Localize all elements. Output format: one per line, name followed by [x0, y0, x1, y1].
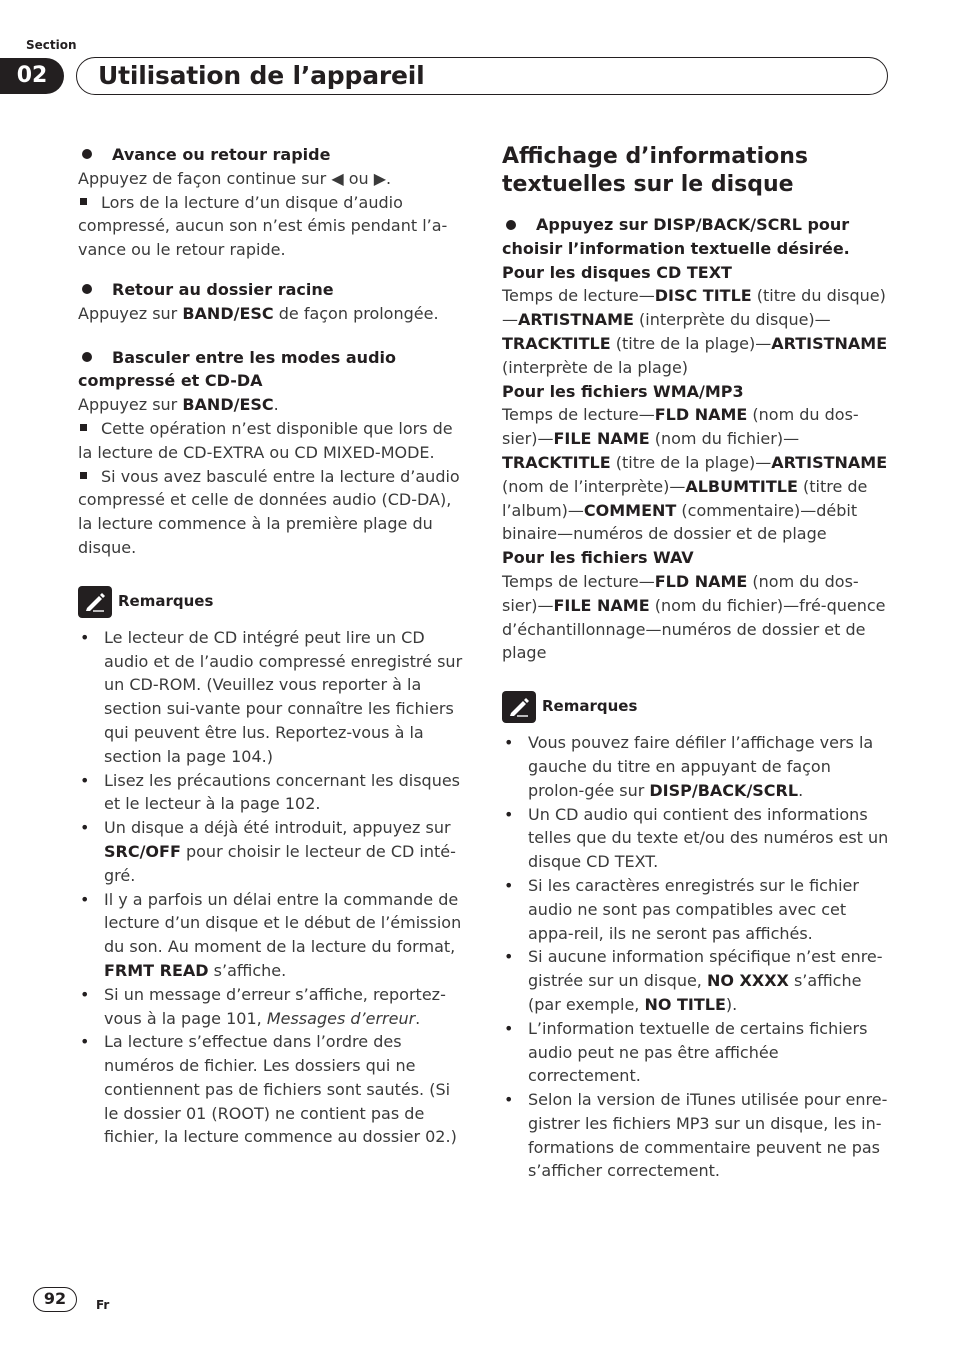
- remark-item: • Un CD audio qui contient des informations telles que du texte et/ou des numéros est un disque CD TEXT.: [502, 803, 892, 874]
- step-root-folder-text: Appuyez sur BAND/ESC de façon prolongée.: [78, 303, 439, 323]
- step-switch-mode-note-1: Cette opération n’est disponible que lors de la lecture de CD-EXTRA ou CD MIXED-MODE.: [78, 418, 453, 462]
- step-switch-mode-note-2: Si vous avez basculé entre la lecture d’audio compressé et celle de données audio (CD-DA), la lecture commence à la première plage du disque.: [78, 466, 460, 557]
- remark-item: • Lisez les précautions concernant les disques et le lecteur à la page 102.: [78, 769, 466, 817]
- bullet-dot-icon: [82, 352, 92, 362]
- remark-item: • Le lecteur de CD intégré peut lire un CD audio et de l’audio compressé enregistré sur un CD-ROM. (Veuillez vous reporter à la section sui-vante pour connaître les fichiers qui peuvent être lus. Reportez-vous à la section la page 104.): [78, 626, 466, 769]
- wav-label: Pour les fichiers WAV: [502, 548, 694, 568]
- remark-item: • Si les caractères enregistrés sur le fichier audio ne sont pas compatibles avec cet appa-reil, ils ne seront pas affichés.: [502, 874, 892, 945]
- remarks-label: Remarques: [542, 697, 638, 716]
- remark-item: • Il y a parfois un délai entre la commande de lecture d’un disque et le début de l’émission du son. Au moment de la lecture du format, FRMT READ s’affiche.: [78, 888, 466, 983]
- pencil-note-icon: [502, 691, 536, 723]
- square-bullet-icon: [80, 198, 87, 205]
- step-fast-forward-label: Avance ou retour rapide: [112, 145, 331, 164]
- step-disp-title: Appuyez sur DISP/BACK/SCRL pour choisir l’information textuelle désirée.: [502, 215, 850, 258]
- step-fast-forward-note: Lors de la lecture d’un disque d’audio compressé, aucun son n’est émis pendant l’a-vance ou le retour rapide.: [78, 192, 448, 260]
- remarks-list: [78, 626, 466, 1150]
- cd-text-label: Pour les disques CD TEXT: [502, 262, 732, 282]
- section-number-badge: 02: [0, 58, 64, 94]
- left-column: [78, 143, 466, 1149]
- remark-item: • Un disque a déjà été introduit, appuyez sur SRC/OFF pour choisir le lecteur de CD inté-gré.: [78, 816, 466, 887]
- remark-item: • Si un message d’erreur s’affiche, reportez-vous à la page 101, Messages d’erreur.: [78, 983, 466, 1031]
- bullet-dot-icon: [82, 149, 92, 159]
- bullet-dot-icon: [82, 284, 92, 294]
- square-bullet-icon: [80, 424, 87, 431]
- remarks-list: [502, 731, 892, 1183]
- remark-item: • La lecture s’effectue dans l’ordre des numéros de fichier. Les dossiers qui ne contiennent pas de fichiers sont sautés. (Si le dossier 01 (ROOT) ne contient pas de fichier, la lecture commence au dossier 02.): [78, 1030, 466, 1149]
- cd-text-sequence: Temps de lecture—DISC TITLE (titre du disque)—ARTISTNAME (interprète du disque)—TRACKTITLE (titre de la plage)—ARTISTNAME (interprète de la plage): [502, 286, 888, 377]
- remarks-header: [78, 586, 466, 618]
- step-switch-mode-text: Appuyez sur BAND/ESC.: [78, 395, 279, 415]
- page-title: Utilisation de l’appareil: [98, 61, 425, 90]
- section-heading: Affichage d’informations textuelles sur le disque: [502, 144, 808, 197]
- step-switch-mode-title: [78, 346, 466, 394]
- step-fast-forward-text: Appuyez de façon continue sur ◀ ou ▶.: [78, 168, 392, 188]
- pencil-note-icon: [78, 586, 112, 618]
- remarks-label: Remarques: [118, 591, 214, 610]
- page-number: 92: [33, 1287, 77, 1312]
- remark-item: • Si aucune information spécifique n’est enre-gistrée sur un disque, NO XXXX s’affiche (par exemple, NO TITLE).: [502, 945, 892, 1016]
- remark-item: • L’information textuelle de certains fichiers audio peut ne pas être affichée correctement.: [502, 1017, 892, 1088]
- step-root-folder-label: Retour au dossier racine: [112, 279, 334, 299]
- wma-mp3-label: Pour les fichiers WMA/MP3: [502, 381, 744, 401]
- remark-item: • Selon la version de iTunes utilisée pour enre-gistrer les fichiers MP3 sur un disque, les in-formations de commentaire peuvent ne pas s’afficher correctement.: [502, 1088, 892, 1183]
- step-switch-mode-label: Basculer entre les modes audio compressé et CD-DA: [78, 347, 396, 391]
- square-bullet-icon: [80, 472, 87, 479]
- right-column: [502, 143, 892, 1183]
- bullet-dot-icon: [506, 220, 516, 230]
- remark-item: • Vous pouvez faire défiler l’affichage vers la gauche du titre en appuyant de façon prolon-gée sur DISP/BACK/SCRL.: [502, 731, 892, 802]
- step-root-folder-title: [78, 278, 466, 302]
- section-label: Section: [26, 38, 77, 52]
- remarks-header: [502, 691, 892, 723]
- step-fast-forward-title: [78, 143, 466, 167]
- language-code: Fr: [96, 1298, 110, 1312]
- wma-mp3-sequence: Temps de lecture—FLD NAME (nom du dos-sier)—FILE NAME (nom du fichier)—TRACKTITLE (titre de la plage)—ARTISTNAME (nom de l’interprète)—ALBUMTITLE (titre de l’album)—COMMENT (commentaire)—débit binaire—numéros de dossier et de plage: [502, 405, 888, 544]
- wav-sequence: Temps de lecture—FLD NAME (nom du dos-sier)—FILE NAME (nom du fichier)—fré-quence d’échantillonnage—numéros de dossier et de plage: [502, 571, 886, 663]
